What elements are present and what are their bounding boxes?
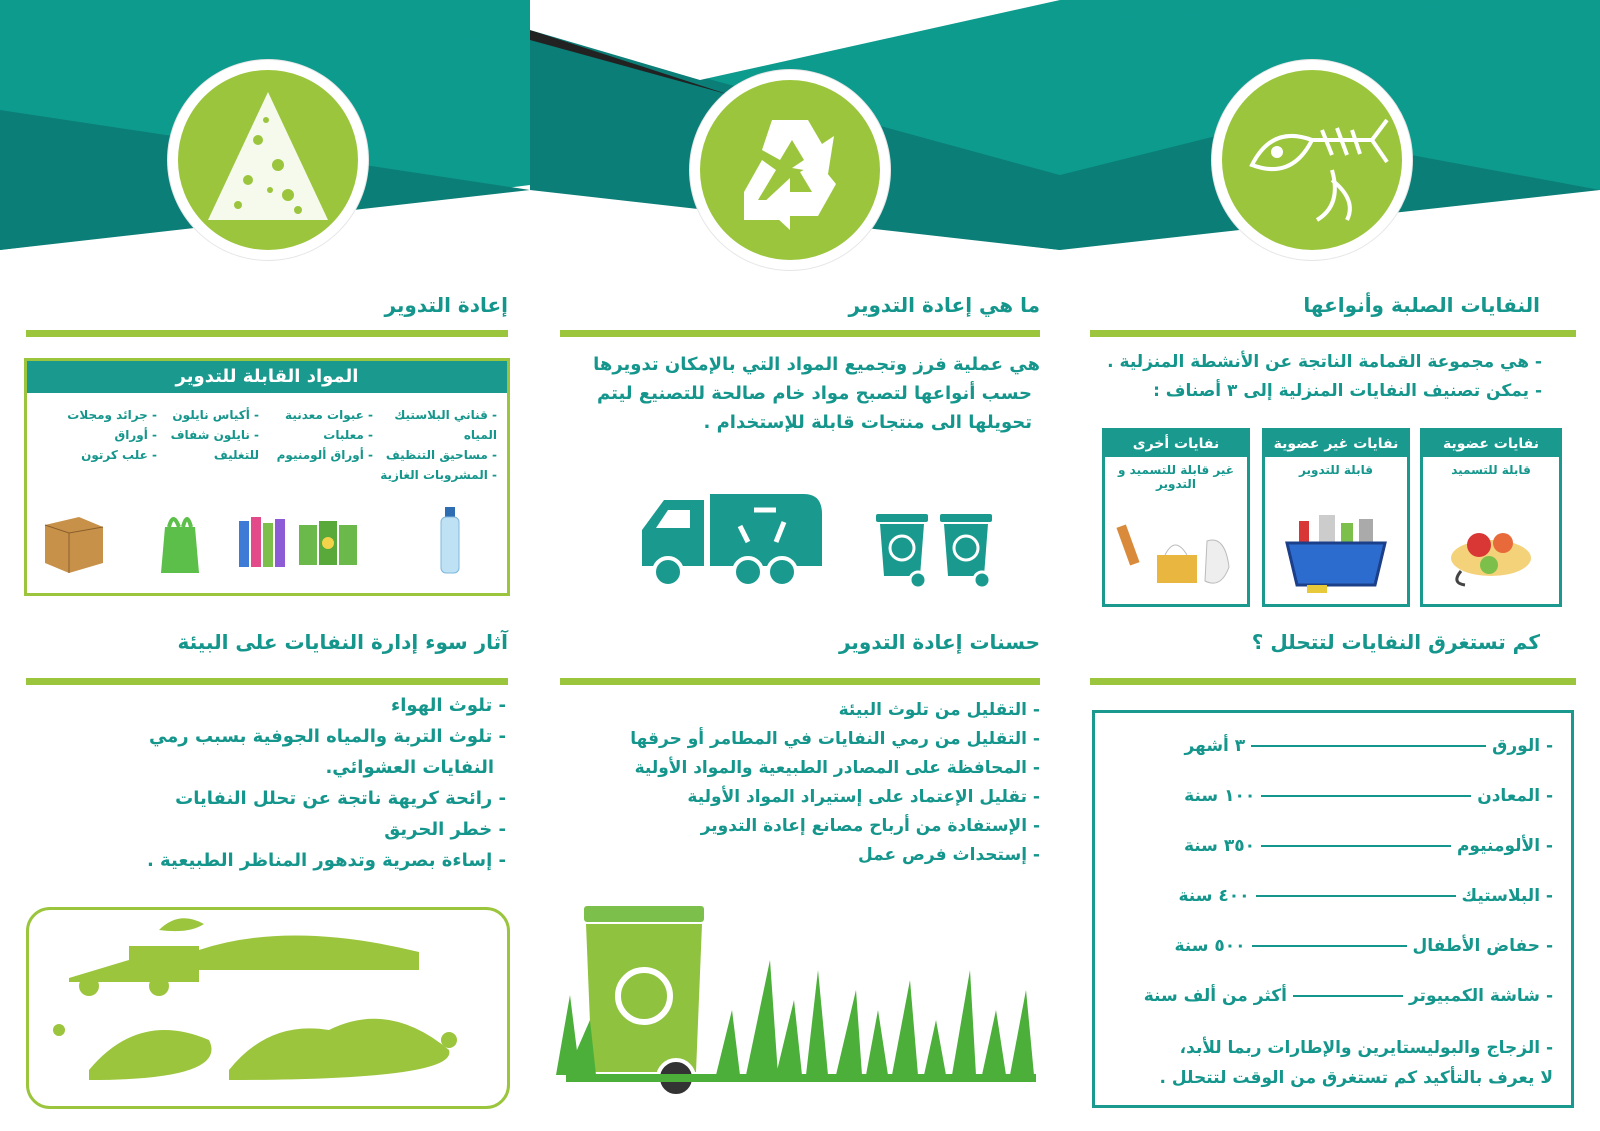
decompose-title: كم تستغرق النفايات لتتحلل ؟ [1251,630,1540,654]
plastic-bag-icon [161,519,199,573]
materials-icons [39,507,495,583]
effects-list [20,690,506,876]
benefit-item: - التقليل من رمي النفايات في المطامر أو حرقها [630,729,1040,749]
type-box-organic-desc: قابلة للتسميد [1451,463,1531,477]
type-box-inorganic [1262,428,1410,607]
materials-paper: - جرائد ومجلات - أوراق - علب كرتون [67,408,157,462]
decompose-row: - الورق٣ أشهر [1184,736,1553,756]
tissue-cigarette-icon [1115,515,1235,595]
decompose-note: - الزجاج والبوليستايرين والإطارات ربما للأبد، لا يعرف بالتأكيد كم تستغرق من الوقت لتتحلل . [1159,1038,1553,1088]
benefits-title-underline [560,678,1040,685]
type-box-inorganic-desc: قابلة للتدوير [1299,463,1373,477]
materials-nylon: - أكياس نايلون - نايلون شفاف للتغليف [170,408,259,462]
trash-mountain-icon [178,70,358,250]
col1-intro-line1: - هي مجموعة القمامة الناتجة عن الأنشطة المنزلية . [1107,352,1542,372]
col2-definition: هي عملية فرز وتجميع المواد التي بالإمكان تدويرها حسب أنواعها لتصبح مواد خام صالحة للتصنيع ليتم تحويلها الى منتجات قابلة للإستخدام . [593,354,1040,433]
trash-mountain-circle [168,60,368,260]
decompose-title-underline [1090,678,1576,685]
cans-icon [299,521,357,565]
decompose-row: - شاشة الكمبيوترأكثر من ألف سنة [1143,986,1553,1006]
effects-title: آثار سوء إدارة النفايات على البيئة [177,630,508,654]
water-bottle-icon [441,507,459,573]
green-bin-icon [556,900,1046,1100]
type-box-other-desc: غير قابلة للتسميد و التدوير [1118,463,1234,491]
decompose-row: - الألومنيوم٣٥٠ سنة [1183,836,1553,856]
decompose-box [1092,710,1574,1108]
col1-title: النفايات الصلبة وأنواعها [1303,293,1540,317]
recycle-icon [700,80,880,260]
col3-title-underline [26,330,508,337]
fish-circle [1212,60,1412,260]
recycling-basket-icon [1279,501,1393,597]
recycle-bin-icon [872,514,1002,594]
effect-item: النفايات العشوائي. [325,757,494,778]
type-box-inorganic-title: نفايات غير عضوية [1265,431,1407,457]
type-box-organic [1420,428,1562,607]
decompose-row: - المعادن١٠٠ سنة [1184,786,1553,806]
recycle-circle [690,70,890,270]
decompose-row: - البلاستيك٤٠٠ سنة [1178,886,1553,906]
landfill-frame [26,907,510,1109]
benefits-list [560,696,1040,870]
benefit-item: - تقليل الإعتماد على إستيراد المواد الأولية [687,787,1040,807]
benefits-title: حسنات إعادة التدوير [838,630,1040,654]
decompose-list [1113,721,1553,1093]
col1-title-underline [1090,330,1576,337]
materials-plastic: - قناني البلاستيك المياه - مساحيق التنظيف - المشروبات الغازية [380,408,497,482]
materials-metal: - عبوات معدنية - معلبات - أوراق ألومنيوم [276,408,373,462]
food-waste-icon [1441,513,1541,593]
effect-item: - تلوث التربة والمياه الجوفية بسبب رمي [148,726,506,747]
type-box-organic-title: نفايات عضوية [1423,431,1559,457]
effect-item: - خطر الحريق [384,819,506,840]
materials-box [24,358,510,596]
fish-bone-icon [1222,70,1402,250]
decompose-row: - حفاض الأطفال٥٠٠ سنة [1174,936,1553,956]
type-box-other [1102,428,1250,607]
benefit-item: - المحافظة على المصادر الطبيعية والمواد الأولية [634,758,1040,778]
col2-title-underline [560,330,1040,337]
benefit-item: - الإستفادة من أرباح مصانع إعادة التدوير [700,816,1040,836]
cardboard-box-icon [45,517,103,573]
bags-bundle-icon [239,517,285,567]
effects-title-underline [26,678,508,685]
landfill-icon [29,910,507,1106]
benefit-item: - إستحداث فرص عمل [857,845,1040,865]
effect-item: - رائحة كريهة ناتجة عن تحلل النفايات [175,788,506,809]
col1-intro [1062,348,1542,406]
type-box-other-title: نفايات أخرى [1105,431,1247,457]
effect-item: - إساءة بصرية وتدهور المناظر الطبيعية . [146,850,506,871]
col2-title: ما هي إعادة التدوير [848,293,1040,317]
benefit-item: - التقليل من تلوث البيئة [838,700,1040,720]
col3-title: إعادة التدوير [384,293,508,317]
col1-intro-line2: - يمكن تصنيف النفايات المنزلية إلى ٣ أصناف : [1153,381,1542,401]
materials-box-title: المواد القابلة للتدوير [27,361,507,393]
effect-item: - تلوث الهواء [391,695,506,716]
garbage-truck-icon [636,488,826,592]
